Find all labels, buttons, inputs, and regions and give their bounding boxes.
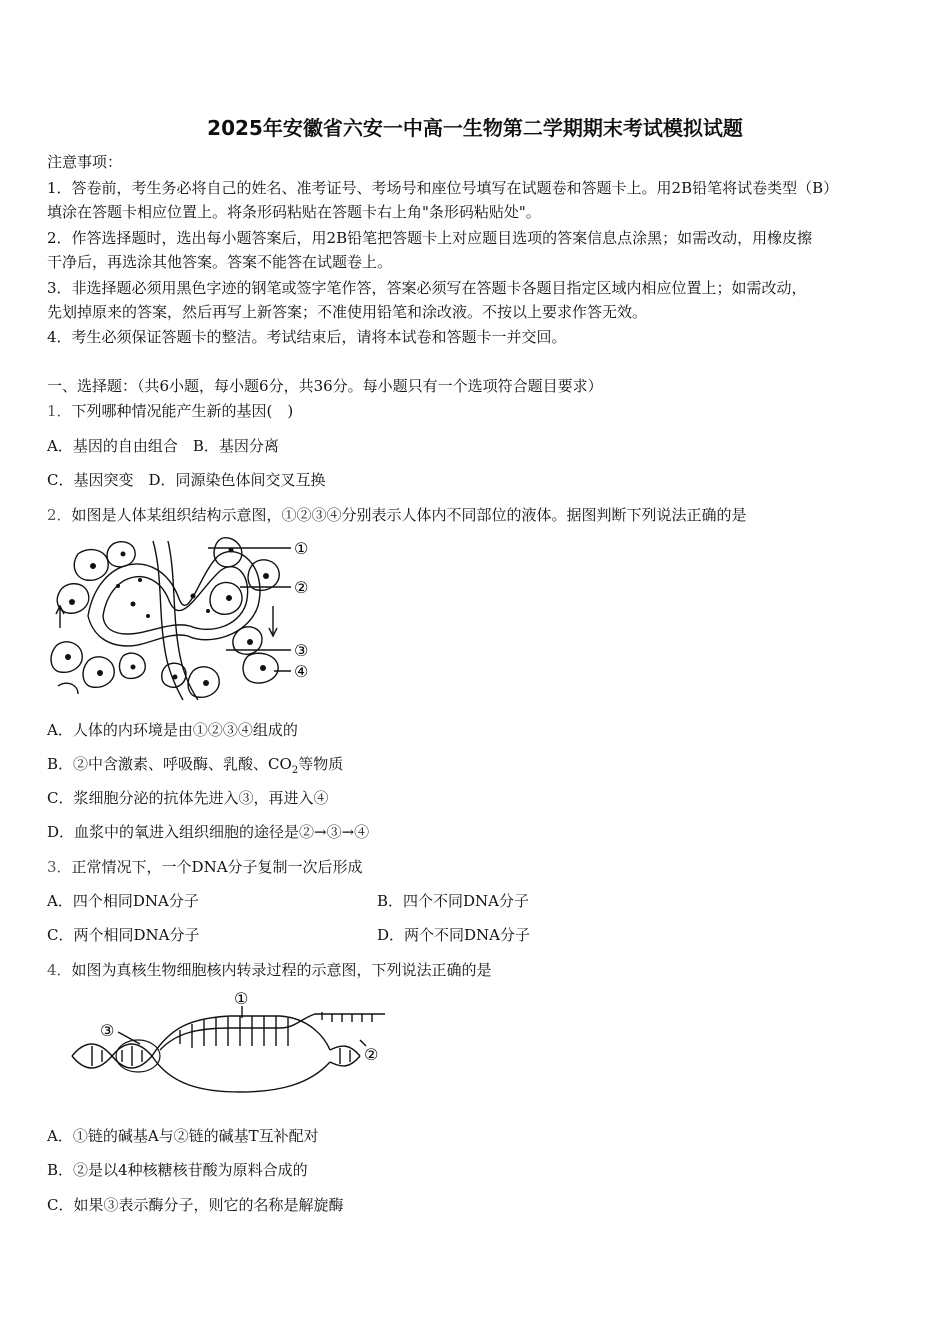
question-4 bbox=[47, 960, 492, 980]
notice-item: 3．非选择题必须用黑色字迹的钢笔或签字笔作答，答案必须写在答题卡各题目指定区域内相应位置上；如需改动， bbox=[47, 279, 807, 297]
section-heading: 一、选择题：（共6小题，每小题6分，共36分。每小题只有一个选项符合题目要求） bbox=[47, 377, 603, 395]
notice-heading: 注意事项： bbox=[47, 153, 123, 171]
q4-option-c: C．如果③表示酶分子，则它的名称是解旋酶 bbox=[47, 1196, 344, 1214]
q2-option-b bbox=[47, 754, 343, 781]
question-number: 3． bbox=[47, 858, 72, 876]
question-number: 4． bbox=[47, 961, 72, 979]
notice-item: 先划掉原来的答案，然后再写上新答案；不准使用铅笔和涂改液。不按以上要求作答无效。 bbox=[47, 303, 648, 321]
q2-option-a: A．人体的内环境是由①②③④组成的 bbox=[47, 721, 298, 739]
q1-option-ab: A．基因的自由组合 B．基因分离 bbox=[47, 437, 279, 455]
notice-item: 2．作答选择题时，选出每小题答案后，用2B铅笔把答题卡上对应题目选项的答案信息点涂黑；如需改动，用橡皮擦 bbox=[47, 229, 813, 247]
subscript: 2 bbox=[291, 765, 299, 776]
q2-option-d: D．血浆中的氧进入组织细胞的途径是②→③→④ bbox=[47, 823, 370, 841]
notice-item: 4．考生必须保证答题卡的整洁。考试结束后，请将本试卷和答题卡一并交回。 bbox=[47, 328, 567, 346]
q3-option-b: B．四个不同DNA分子 bbox=[377, 892, 530, 910]
q2-option-b-tail: 等物质 bbox=[298, 755, 344, 773]
notice-item: 1．答卷前，考生务必将自己的姓名、准考证号、考场号和座位号填写在试题卷和答题卡上。用2B铅笔将试卷类型（B） bbox=[47, 179, 839, 197]
question-number: 1． bbox=[47, 402, 72, 420]
diagram-label: ④ bbox=[294, 662, 309, 681]
q2-option-c: C．浆细胞分泌的抗体先进入③，再进入④ bbox=[47, 789, 329, 807]
diagram-label: ② bbox=[364, 1045, 379, 1064]
page-title: 2025年安徽省六安一中高一生物第二学期期末考试模拟试题 bbox=[207, 116, 743, 140]
diagram-label: ① bbox=[294, 539, 309, 558]
diagram-label: ③ bbox=[100, 1021, 115, 1040]
q3-option-d: D．两个不同DNA分子 bbox=[377, 926, 531, 944]
diagram-label: ③ bbox=[294, 641, 309, 660]
tissue-diagram bbox=[48, 536, 328, 700]
q2-option-b-text: B．②中含激素、呼吸酶、乳酸、CO bbox=[47, 755, 292, 773]
diagram-label: ① bbox=[234, 989, 249, 1008]
q3-option-a: A．四个相同DNA分子 bbox=[47, 892, 199, 910]
question-stem: 下列哪种情况能产生新的基因( ) bbox=[71, 402, 294, 420]
question-1 bbox=[47, 401, 293, 421]
question-number: 2． bbox=[47, 506, 72, 524]
q4-option-b: B．②是以4种核糖核苷酸为原料合成的 bbox=[47, 1161, 308, 1179]
question-stem: 如图是人体某组织结构示意图，①②③④分别表示人体内不同部位的液体。据图判断下列说法正确的是 bbox=[71, 506, 747, 524]
question-3 bbox=[47, 857, 363, 877]
question-stem: 如图为真核生物细胞核内转录过程的示意图，下列说法正确的是 bbox=[71, 961, 492, 979]
q3-option-c: C．两个相同DNA分子 bbox=[47, 926, 200, 944]
notice-item: 填涂在答题卡相应位置上。将条形码粘贴在答题卡右上角"条形码粘贴处"。 bbox=[47, 203, 541, 221]
notice-item: 干净后，再选涂其他答案。答案不能答在试题卷上。 bbox=[47, 253, 393, 271]
diagram-label: ② bbox=[294, 578, 309, 597]
q1-option-cd: C．基因突变 D．同源染色体间交叉互换 bbox=[47, 471, 326, 489]
question-stem: 正常情况下，一个DNA分子复制一次后形成 bbox=[71, 858, 363, 876]
q4-option-a: A．①链的碱基A与②链的碱基T互补配对 bbox=[47, 1127, 319, 1145]
transcription-diagram bbox=[70, 988, 390, 1100]
question-2 bbox=[47, 505, 747, 525]
